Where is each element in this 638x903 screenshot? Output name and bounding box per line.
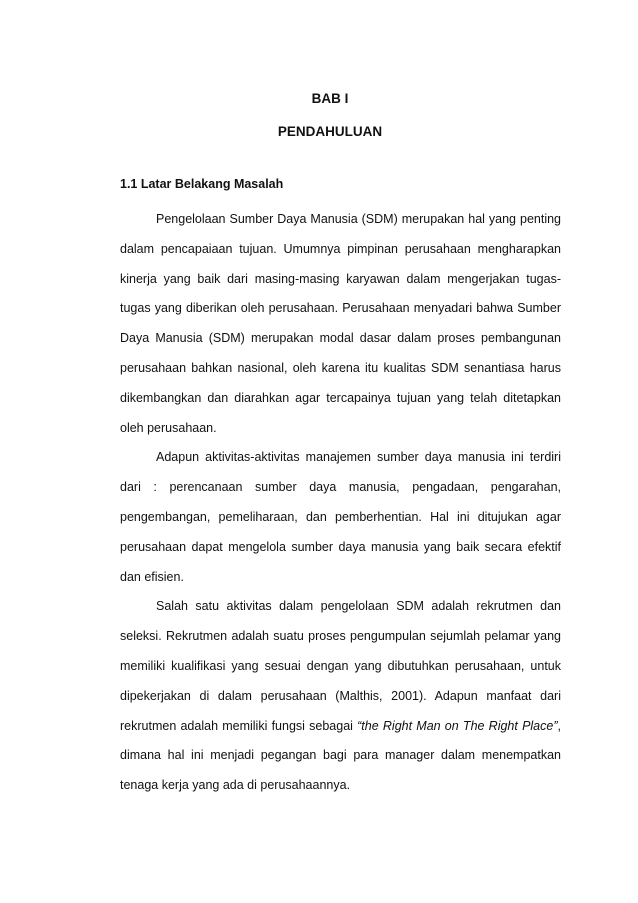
section-heading: 1.1 Latar Belakang Masalah — [120, 177, 284, 191]
paragraph-3-emphasis: “the Right Man on The Right Place” — [357, 718, 558, 733]
paragraph-1: Pengelolaan Sumber Daya Manusia (SDM) merupakan hal yang penting dalam pencapaiaan tujuan. Umumnya pimpinan perusahaan mengharapkan kinerja yang baik dari masing-masing karyawan dalam mengerjakan tugas-tugas yang diberikan oleh perusahaan. Perusahaan menyadari bahwa Sumber Daya Manusia (SDM) merupakan modal dasar dalam proses pembangunan perusahaan bahkan nasional, oleh karena itu kualitas SDM senantiasa harus dikembangkan dan diarahkan agar tercapainya tujuan yang telah ditetapkan oleh perusahaan. — [120, 212, 561, 435]
chapter-title: PENDAHULUAN — [277, 124, 383, 139]
paragraph-3-part-1: Salah satu aktivitas dalam pengelolaan SDM adalah rekrutmen dan seleksi. Rekrutmen adalah suatu proses pengumpulan sejumlah pelamar yang memiliki kualifikasi yang sesuai dengan yang dibutuhkan perusahaan, untuk dipekerjakan di dalam perusahaan (Malthis, 2001). Adapun manfaat dari rekrutmen adalah memiliki fungsi sebagai — [120, 599, 561, 733]
paragraph-2: Adapun aktivitas-aktivitas manajemen sumber daya manusia ini terdiri dari : perencanaan sumber daya manusia, pengadaan, pengarahan, pengembangan, pemeliharaan, dan pemberhentian. Hal ini ditujukan agar perusahaan dapat mengelola sumber daya manusia yang baik secara efektif dan efisien. — [120, 450, 561, 584]
chapter-number: BAB I — [311, 91, 349, 106]
paragraph-3 — [120, 592, 561, 801]
body-text — [120, 205, 561, 801]
paragraph-3-part-2: , dimana hal ini menjadi pegangan bagi para manager dalam menempatkan tenaga kerja yang ada di perusahaannya. — [120, 718, 561, 793]
